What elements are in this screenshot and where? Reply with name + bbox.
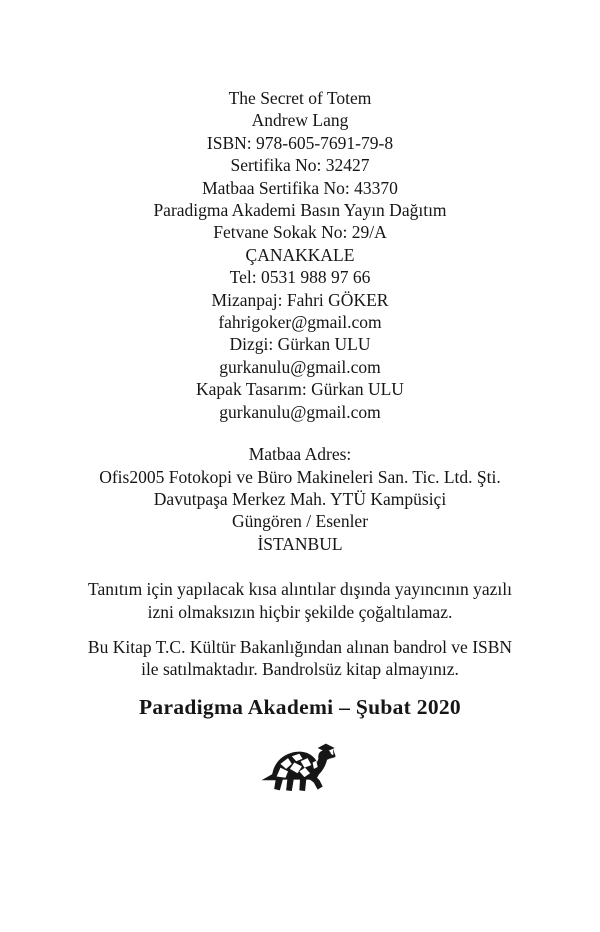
copyright-notice-line-1: Tanıtım için yapılacak kısa alıntılar dışında yayıncının yazılı: [88, 579, 512, 600]
printer-address-heading: Matbaa Adres:: [248, 444, 352, 465]
printer-district-line: Güngören / Esenler: [231, 511, 369, 532]
bandrol-notice: [65, 636, 535, 681]
printer-certificate-line: Matbaa Sertifika No: 43370: [202, 177, 398, 198]
publisher-city-line: ÇANAKKALE: [245, 244, 355, 265]
cover-design-email-line: gurkanulu@gmail.com: [219, 401, 381, 422]
isbn-line: ISBN: 978-605-7691-79-8: [206, 132, 394, 153]
layout-email-line: fahrigoker@gmail.com: [218, 312, 382, 333]
bandrol-notice-line-2: ile satılmaktadır. Bandrolsüz kitap almayınız.: [141, 659, 459, 680]
copyright-notice-line-2: izni olmaksızın hiçbir şekilde çoğaltılamaz.: [147, 601, 453, 622]
printer-street-line: Davutpaşa Merkez Mah. YTÜ Kampüsiçi: [153, 488, 447, 509]
typesetting-email-line: gurkanulu@gmail.com: [219, 356, 381, 377]
phone-line: Tel: 0531 988 97 66: [229, 267, 371, 288]
printer-address-block: [0, 443, 600, 555]
certificate-line: Sertifika No: 32427: [230, 155, 370, 176]
cover-design-credit-line: Kapak Tasarım: Gürkan ULU: [196, 379, 404, 400]
graduate-turtle-icon: [259, 741, 341, 798]
publisher-logo: [0, 741, 600, 798]
layout-credit-line: Mizanpaj: Fahri GÖKER: [211, 289, 389, 310]
imprint-heading: Paradigma Akademi – Şubat 2020: [139, 694, 461, 719]
bandrol-notice-line-1: Bu Kitap T.C. Kültür Bakanlığından alınan bandrol ve ISBN: [87, 636, 513, 657]
publisher-name-line: Paradigma Akademi Basın Yayın Dağıtım: [153, 200, 447, 221]
book-title: The Secret of Totem: [228, 88, 372, 108]
printer-company-line: Ofis2005 Fotokopi ve Büro Makineleri San. Tic. Ltd. Şti.: [99, 466, 501, 487]
copyright-notice: [65, 578, 535, 623]
author-name: Andrew Lang: [251, 110, 349, 131]
printer-city-line: İSTANBUL: [257, 533, 343, 554]
publisher-street-line: Fetvane Sokak No: 29/A: [213, 222, 387, 243]
colophon-block: [0, 87, 600, 423]
typesetting-credit-line: Dizgi: Gürkan ULU: [229, 334, 371, 355]
